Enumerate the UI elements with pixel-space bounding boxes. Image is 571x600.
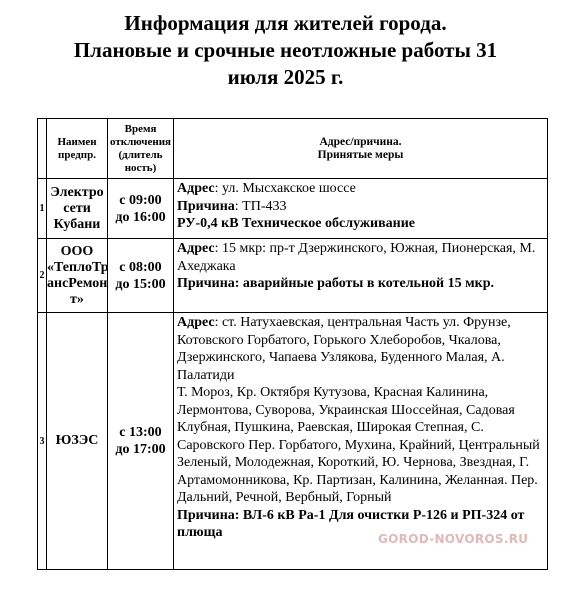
row-number: 3 xyxy=(38,313,47,570)
row-address-cell xyxy=(174,313,548,570)
reason-line: Причина: аварийные работы в котельной 15 мкр. xyxy=(177,276,494,291)
row-number: 2 xyxy=(38,239,47,313)
address-line: Адрес: 15 мкр: пр-т Дзержинского, Южная, Пионерская, М. Ахеджака xyxy=(177,241,536,274)
address-line: Адрес: ул. Мысхакское шоссе xyxy=(177,181,356,196)
row-time: с 09:00 до 16:00 xyxy=(108,179,174,239)
row-time: с 08:00 до 15:00 xyxy=(108,239,174,313)
address-line: Адрес: ст. Натухаевская, центральная Часть ул. Фрунзе, Котовского Горбатого, Горького Хлеборобов, Чкалова, Дзержинского, Чапаева Узлякова, Буденного Малая, А. Палатиди xyxy=(177,315,511,383)
header-time: Время отключения (длитель ность) xyxy=(108,119,174,179)
row-organization: Электро сети Кубани xyxy=(47,179,108,239)
row-time: с 13:00 до 17:00 xyxy=(108,313,174,570)
table-row xyxy=(38,239,548,313)
row-address-cell xyxy=(174,179,548,239)
table-header-row xyxy=(38,119,548,179)
row-address-cell xyxy=(174,239,548,313)
reason-line: Причина: ТП-433 xyxy=(177,198,287,214)
title-line-2: Плановые и срочные неотложные работы 31 xyxy=(73,38,498,62)
header-number xyxy=(38,119,47,179)
title-line-3: июля 2025 г. xyxy=(227,65,344,89)
row-organization: ЮЗЭС xyxy=(47,313,108,570)
title-line-1: Информация для жителей города. xyxy=(124,11,447,35)
header-address: Адрес/причина. Принятые меры xyxy=(174,119,548,179)
table-row xyxy=(38,179,548,239)
measures-line: РУ-0,4 кВ Техническое обслуживание xyxy=(177,216,416,231)
row-number: 1 xyxy=(38,179,47,239)
header-organization: Наимен предпр. xyxy=(47,119,108,179)
works-table xyxy=(37,118,548,570)
row-organization: ООО «ТеплоТр ансРемон т» xyxy=(47,239,108,313)
page-title xyxy=(0,10,571,91)
table-row xyxy=(38,313,548,570)
reason-line: Причина: ВЛ-6 кВ Ра-1 Для очистки Р-126 и РП-324 от плюща xyxy=(177,507,525,540)
site-watermark: GOROD-NOVOROS.RU xyxy=(378,532,529,546)
address-continuation: Т. Мороз, Кр. Октября Кутузова, Красная Калинина, Лермонтова, Суворова, Украинская Шоссейная, Садовая Клубная, Пушкина, Раевская, Широкая Степная, С. Саровского Пер. Горбатого, Мухина, Крайний, Центральный Зеленый, Молодежная, Короткий, Ю. Чернова, Звездная, Г. Артамомонникова, Кр. Партизан, Калинина, Желанная. Пер. Дальний, Речной, Вербный, Горный xyxy=(177,385,540,505)
